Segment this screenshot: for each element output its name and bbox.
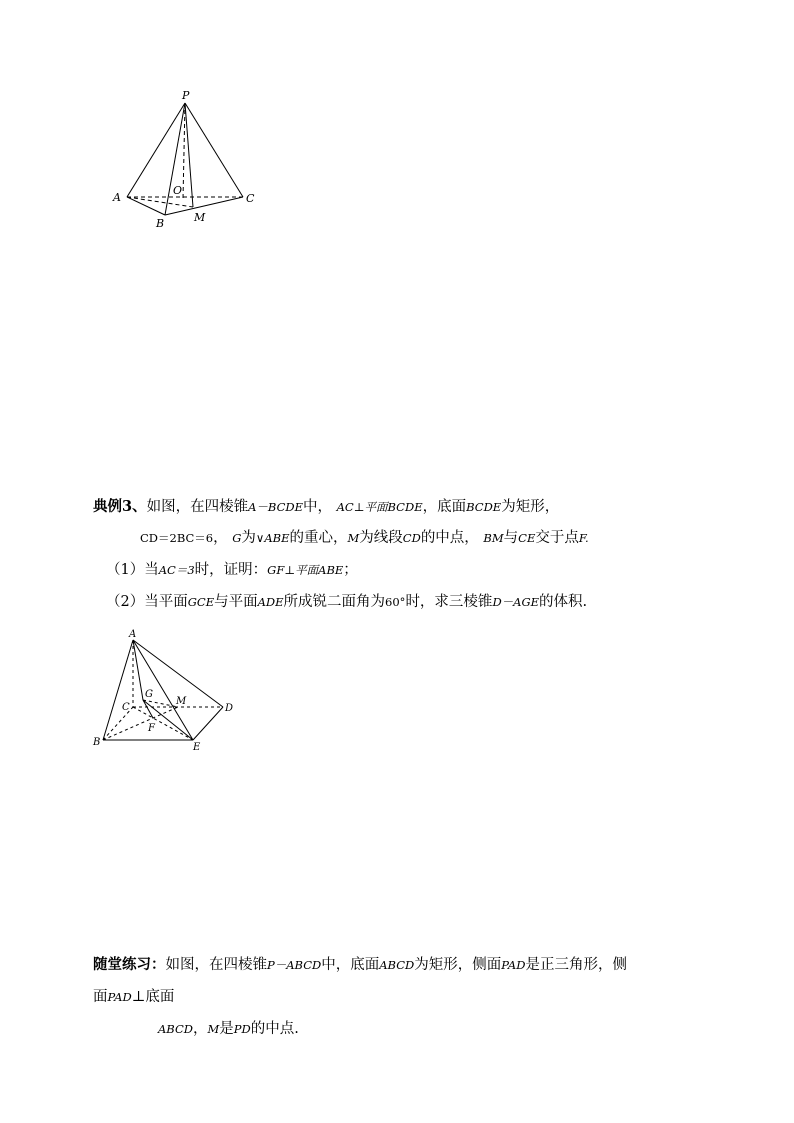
edge-pc bbox=[185, 103, 243, 197]
example3-label: 典例3、 bbox=[93, 498, 147, 515]
label-c: C bbox=[246, 192, 255, 205]
practice-line3: ABCD，M是PD的中点. bbox=[158, 1021, 299, 1037]
edge-pm bbox=[185, 103, 193, 207]
edge-po-hidden bbox=[183, 103, 185, 199]
edge-gm-hidden bbox=[143, 700, 178, 707]
practice-line1: 随堂练习：如图，在四棱锥P－ABCD中，底面ABCD为矩形，侧面PAD是正三角形，侧 bbox=[93, 956, 627, 973]
label-p: P bbox=[182, 89, 190, 102]
label-a: A bbox=[113, 191, 121, 204]
label-d: D bbox=[225, 703, 234, 714]
label-b: B bbox=[93, 737, 101, 748]
label-c: C bbox=[122, 702, 130, 713]
label-e: E bbox=[193, 742, 201, 753]
label-o: O bbox=[173, 184, 183, 197]
edge-ab bbox=[127, 197, 165, 215]
label-m: M bbox=[176, 696, 187, 707]
edge-bm-hidden bbox=[103, 707, 178, 740]
edge-ab bbox=[103, 640, 133, 740]
edge-ae bbox=[133, 640, 193, 740]
label-b: B bbox=[156, 217, 165, 230]
example3-part2: （2）当平面GCE与平面ADE所成锐二面角为60°时，求三棱锥D－AGE的体积. bbox=[106, 594, 588, 610]
label-m: M bbox=[194, 211, 206, 224]
pyramid-figure-1 bbox=[100, 80, 270, 240]
edge-gf bbox=[143, 700, 153, 718]
example3-line2: CD＝2BC＝6， G为∨ABE的重心，M为线段CD的中点， BM与CE交于点F. bbox=[140, 530, 589, 546]
practice-line2: 面PAD⊥底面 bbox=[93, 989, 175, 1005]
edge-ce-hidden bbox=[133, 707, 193, 740]
label-g: G bbox=[145, 689, 153, 700]
edge-ed bbox=[193, 707, 223, 740]
example3-line1: 典例3、如图，在四棱锥A－BCDE中， AC⊥平面BCDE，底面BCDE为矩形， bbox=[93, 498, 560, 515]
practice-label: 随堂练习： bbox=[93, 956, 166, 973]
pyramid-diagram-2 bbox=[88, 625, 238, 755]
pyramid-figure-2 bbox=[88, 625, 238, 755]
pyramid-diagram-1 bbox=[100, 80, 270, 240]
label-a: A bbox=[129, 629, 137, 640]
example3-part1: （1）当AC＝3时，证明：GF⊥平面ABE； bbox=[106, 562, 358, 578]
label-f: F bbox=[148, 723, 155, 734]
